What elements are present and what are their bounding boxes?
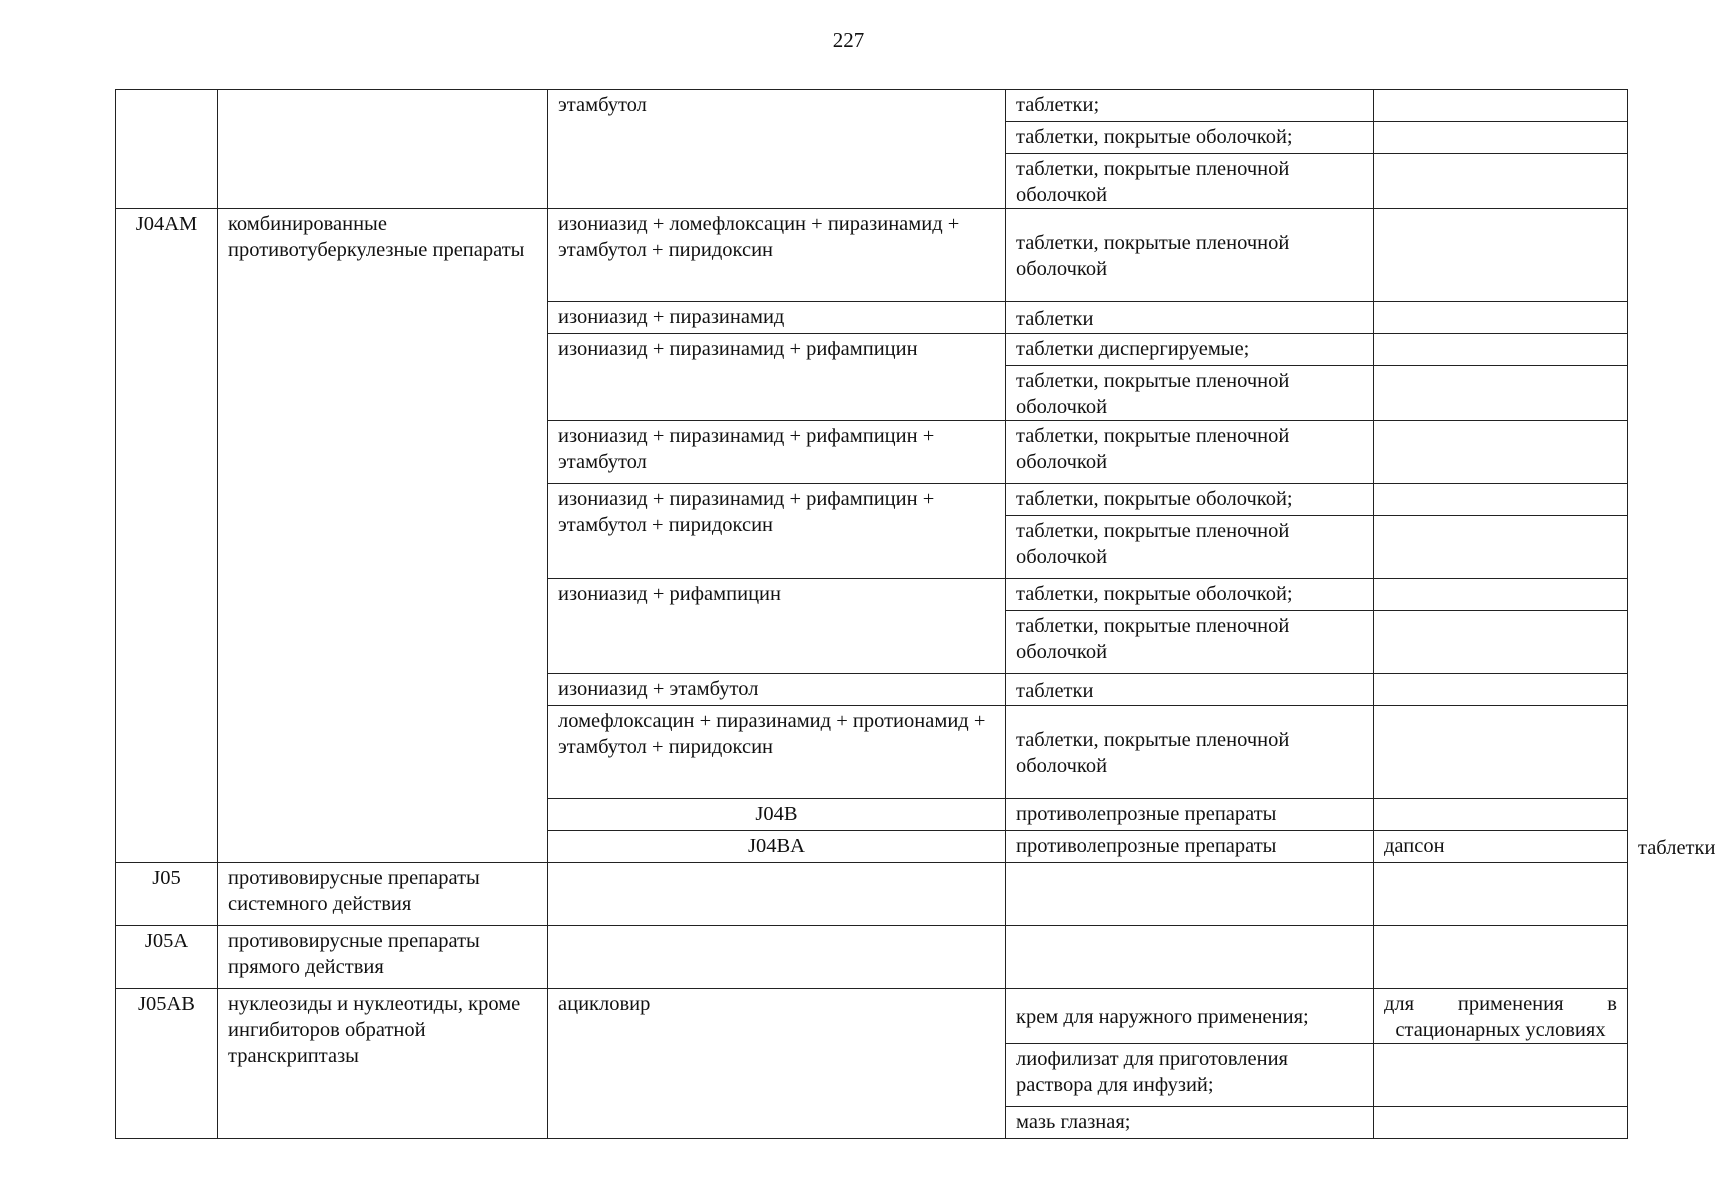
note-cell <box>1374 926 1628 989</box>
drug-table <box>115 89 1715 1139</box>
drug-name-cell <box>548 926 1006 989</box>
drug-name-cell <box>1374 799 1628 831</box>
note-cell <box>1374 863 1628 926</box>
drug-name-cell: изониазид + пиразинамид + рифампицин + этамбутол <box>548 421 1006 484</box>
dosage-form-cell: таблетки <box>1006 302 1374 334</box>
drug-name-cell: изониазид + ломефлоксацин + пиразинамид + этамбутол + пиридоксин <box>548 209 1006 302</box>
group-cell: нуклеозиды и нуклеотиды, кроме ингибиторов обратной транскриптазы <box>218 989 548 1139</box>
dosage-form-cell: крем для наружного применения; <box>1006 989 1374 1044</box>
note-cell <box>1374 366 1628 421</box>
group-cell <box>218 90 548 209</box>
group-cell: противовирусные препараты прямого действия <box>218 926 548 989</box>
table-row <box>116 989 1628 1044</box>
dosage-form-cell <box>1006 863 1374 926</box>
drug-name-cell: изониазид + пиразинамид + рифампицин + этамбутол + пиридоксин <box>548 484 1006 579</box>
atc-code-cell: J05AB <box>116 989 218 1139</box>
group-cell: противолепрозные препараты <box>1006 831 1374 863</box>
note-cell <box>1374 334 1628 366</box>
dosage-form-cell: таблетки, покрытые оболочкой; <box>1006 484 1374 516</box>
dosage-form-cell: таблетки диспергируемые; <box>1006 334 1374 366</box>
dosage-form-cell: таблетки <box>1006 674 1374 706</box>
note-cell <box>1374 421 1628 484</box>
note-cell <box>1374 1044 1628 1107</box>
dosage-form-cell: таблетки, покрытые пленочной оболочкой <box>1006 611 1374 674</box>
table-row <box>116 926 1628 989</box>
table-row <box>116 90 1628 122</box>
drug-name-cell: этамбутол <box>548 90 1006 209</box>
note-cell <box>1374 674 1628 706</box>
dosage-form-cell: таблетки, покрытые пленочной оболочкой <box>1006 154 1374 209</box>
dosage-form-cell: таблетки, покрытые пленочной оболочкой <box>1006 516 1374 579</box>
dosage-form-cell: таблетки; <box>1006 90 1374 122</box>
note-cell <box>1374 484 1628 516</box>
drug-name-cell: изониазид + пиразинамид <box>548 302 1006 334</box>
dosage-form-cell: лиофилизат для приготовления раствора для инфузий; <box>1006 1044 1374 1107</box>
atc-code-cell: J04BA <box>548 831 1006 863</box>
note-cell <box>1374 302 1628 334</box>
note-cell <box>1374 706 1628 799</box>
page-number: 227 <box>832 28 865 52</box>
note-cell <box>1374 611 1628 674</box>
table-row <box>116 209 1628 302</box>
dosage-form-cell: таблетки, покрытые оболочкой; <box>1006 579 1374 611</box>
dosage-form-cell <box>1006 926 1374 989</box>
atc-code-cell <box>116 90 218 209</box>
atc-code-cell: J04AM <box>116 209 218 863</box>
drug-name-cell: изониазид + пиразинамид + рифампицин <box>548 334 1006 421</box>
drug-name-cell: ацикловир <box>548 989 1006 1139</box>
dosage-form-cell: мазь глазная; <box>1006 1107 1374 1139</box>
dosage-form-cell: таблетки, покрытые пленочной оболочкой <box>1006 209 1374 302</box>
group-cell: противолепрозные препараты <box>1006 799 1374 831</box>
note-cell <box>1374 209 1628 302</box>
group-cell: противовирусные препараты системного действия <box>218 863 548 926</box>
dosage-form-cell: таблетки, покрытые оболочкой; <box>1006 122 1374 154</box>
dosage-form-cell: таблетки, покрытые пленочной оболочкой <box>1006 706 1374 799</box>
note-cell <box>1374 1107 1628 1139</box>
note-cell <box>1374 90 1628 122</box>
note-cell: для применения в стационарных условиях <box>1374 989 1628 1044</box>
dosage-form-cell: таблетки, покрытые пленочной оболочкой <box>1006 421 1374 484</box>
atc-code-cell: J05 <box>116 863 218 926</box>
table-row <box>116 863 1628 926</box>
drug-name-cell: изониазид + этамбутол <box>548 674 1006 706</box>
note-cell <box>1374 516 1628 579</box>
group-cell: комбинированные противотуберкулезные препараты <box>218 209 548 863</box>
drug-name-cell: изониазид + рифампицин <box>548 579 1006 674</box>
dosage-form-cell: таблетки, покрытые пленочной оболочкой <box>1006 366 1374 421</box>
note-cell <box>1374 154 1628 209</box>
atc-code-cell: J05A <box>116 926 218 989</box>
atc-code-cell: J04B <box>548 799 1006 831</box>
drug-name-cell: дапсон <box>1374 831 1628 863</box>
drug-name-cell: ломефлоксацин + пиразинамид + протионамид + этамбутол + пиридоксин <box>548 706 1006 799</box>
drug-name-cell <box>548 863 1006 926</box>
note-cell <box>1374 122 1628 154</box>
note-cell <box>1374 579 1628 611</box>
table-row: J04BA противолепрозные препараты дапсон таблетки <box>116 831 1628 863</box>
